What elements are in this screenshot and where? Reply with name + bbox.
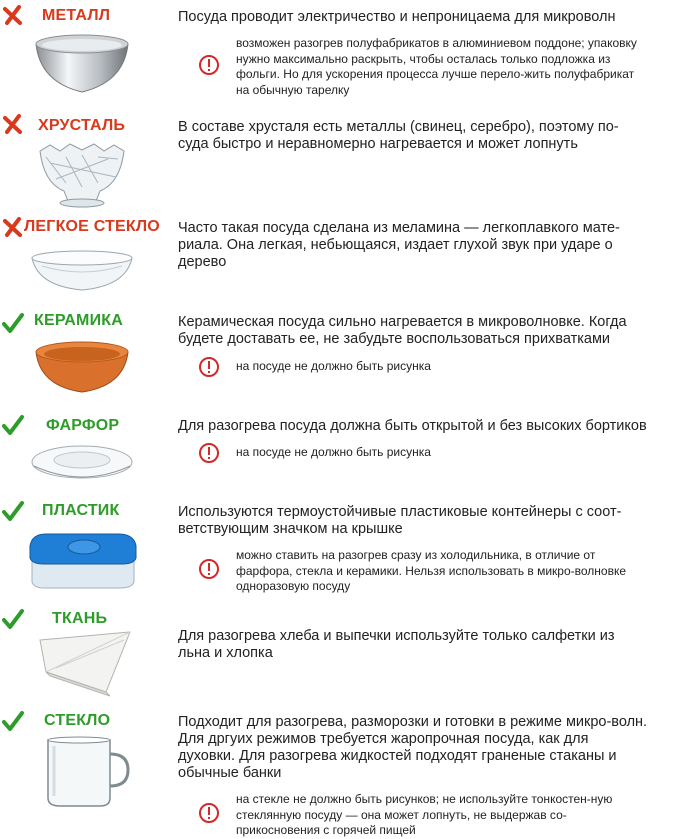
check-icon — [2, 710, 24, 732]
item-ceramic — [0, 306, 700, 406]
porcelain-plate-icon — [26, 436, 138, 506]
item-light-glass — [0, 212, 700, 302]
cross-icon — [2, 216, 24, 238]
glass-mug-icon — [26, 736, 138, 808]
item-description: В составе хрусталя есть металлы (свинец, серебро), поэтому по-суда быстро и неравномерно нагревается и может лопнуть — [178, 119, 619, 152]
note-text: на посуде не должно быть рисунка — [236, 359, 431, 373]
light-glass-bowl-icon — [26, 242, 138, 312]
plastic-container-icon — [26, 526, 138, 596]
metal-bowl-icon — [26, 30, 138, 100]
ceramic-bowl-icon — [26, 336, 138, 406]
note-text: возможен разогрев полуфабрикатов в алюминиевом поддоне; упаковку нужно максимально раскрыть, чтобы осталась только подложка из фольги. Но для ускорения процесса лучше перело-жить полуфабрикат на обычную тарелку — [236, 36, 637, 97]
napkin-icon — [26, 628, 138, 698]
item-description: Используются термоустойчивые пластиковые контейнеры с соот-ветствующим значком на крышке — [178, 504, 622, 537]
warning-icon — [198, 558, 220, 580]
item-title: ФАРФОР — [46, 417, 120, 434]
item-porcelain — [0, 412, 700, 500]
check-icon — [2, 500, 24, 522]
item-description: Для разогрева хлеба и выпечки используйте только салфетки из льна и хлопка — [178, 628, 615, 661]
item-title: ХРУСТАЛЬ — [38, 117, 126, 134]
note-text: можно ставить на разогрев сразу из холодильника, в отличие от фарфора, стекла и керамики. Нельзя использовать в микро-волновке одноразовую посуду — [236, 548, 627, 593]
note-text: на посуде не должно быть рисунка — [236, 445, 431, 459]
item-title: КЕРАМИКА — [34, 312, 124, 329]
item-title: МЕТАЛЛ — [42, 7, 111, 24]
item-title: ЛЕГКОЕ СТЕКЛО — [24, 218, 160, 235]
warning-icon — [198, 802, 220, 824]
check-icon — [2, 312, 24, 334]
crystal-bowl-icon — [26, 139, 138, 209]
item-fabric — [0, 608, 700, 708]
item-glass — [0, 706, 700, 838]
item-description: Часто такая посуда сделана из меламина — легкоплавкого мате-риала. Она легкая, небьющаяся, издает глухой звук при ударе о дерево — [178, 220, 620, 270]
item-title: ТКАНЬ — [52, 610, 108, 627]
note-text: на стекле не должно быть рисунков; не используйте тонкостен-ную стеклянную посуду — она может лопнуть, не выдержав со-прикосновения с горячей пищей — [236, 792, 613, 837]
warning-icon — [198, 356, 220, 378]
item-crystal — [0, 107, 700, 202]
check-icon — [2, 414, 24, 436]
warning-icon — [198, 442, 220, 464]
warning-icon — [198, 54, 220, 76]
item-description: Подходит для разогрева, разморозки и готовки в режиме микро-волн. Для дргуих режимов требуется жаропрочная посуда, как для духовки. Для разогрева жидкостей подходят граненые стаканы и обычные банки — [178, 714, 648, 781]
cross-icon — [2, 4, 24, 26]
item-description: Для разогрева посуда должна быть открытой и без высоких бортиков — [178, 418, 647, 434]
item-metal — [0, 0, 700, 105]
check-icon — [2, 608, 24, 630]
item-title: СТЕКЛО — [44, 712, 111, 729]
item-title: ПЛАСТИК — [42, 502, 120, 519]
item-plastic — [0, 498, 700, 604]
item-description: Посуда проводит электричество и непроницаема для микроволн — [178, 9, 616, 25]
item-description: Керамическая посуда сильно нагревается в микроволновке. Когда будете доставать ее, не забудьте воспользоваться прихватками — [178, 314, 627, 347]
cross-icon — [2, 113, 24, 135]
